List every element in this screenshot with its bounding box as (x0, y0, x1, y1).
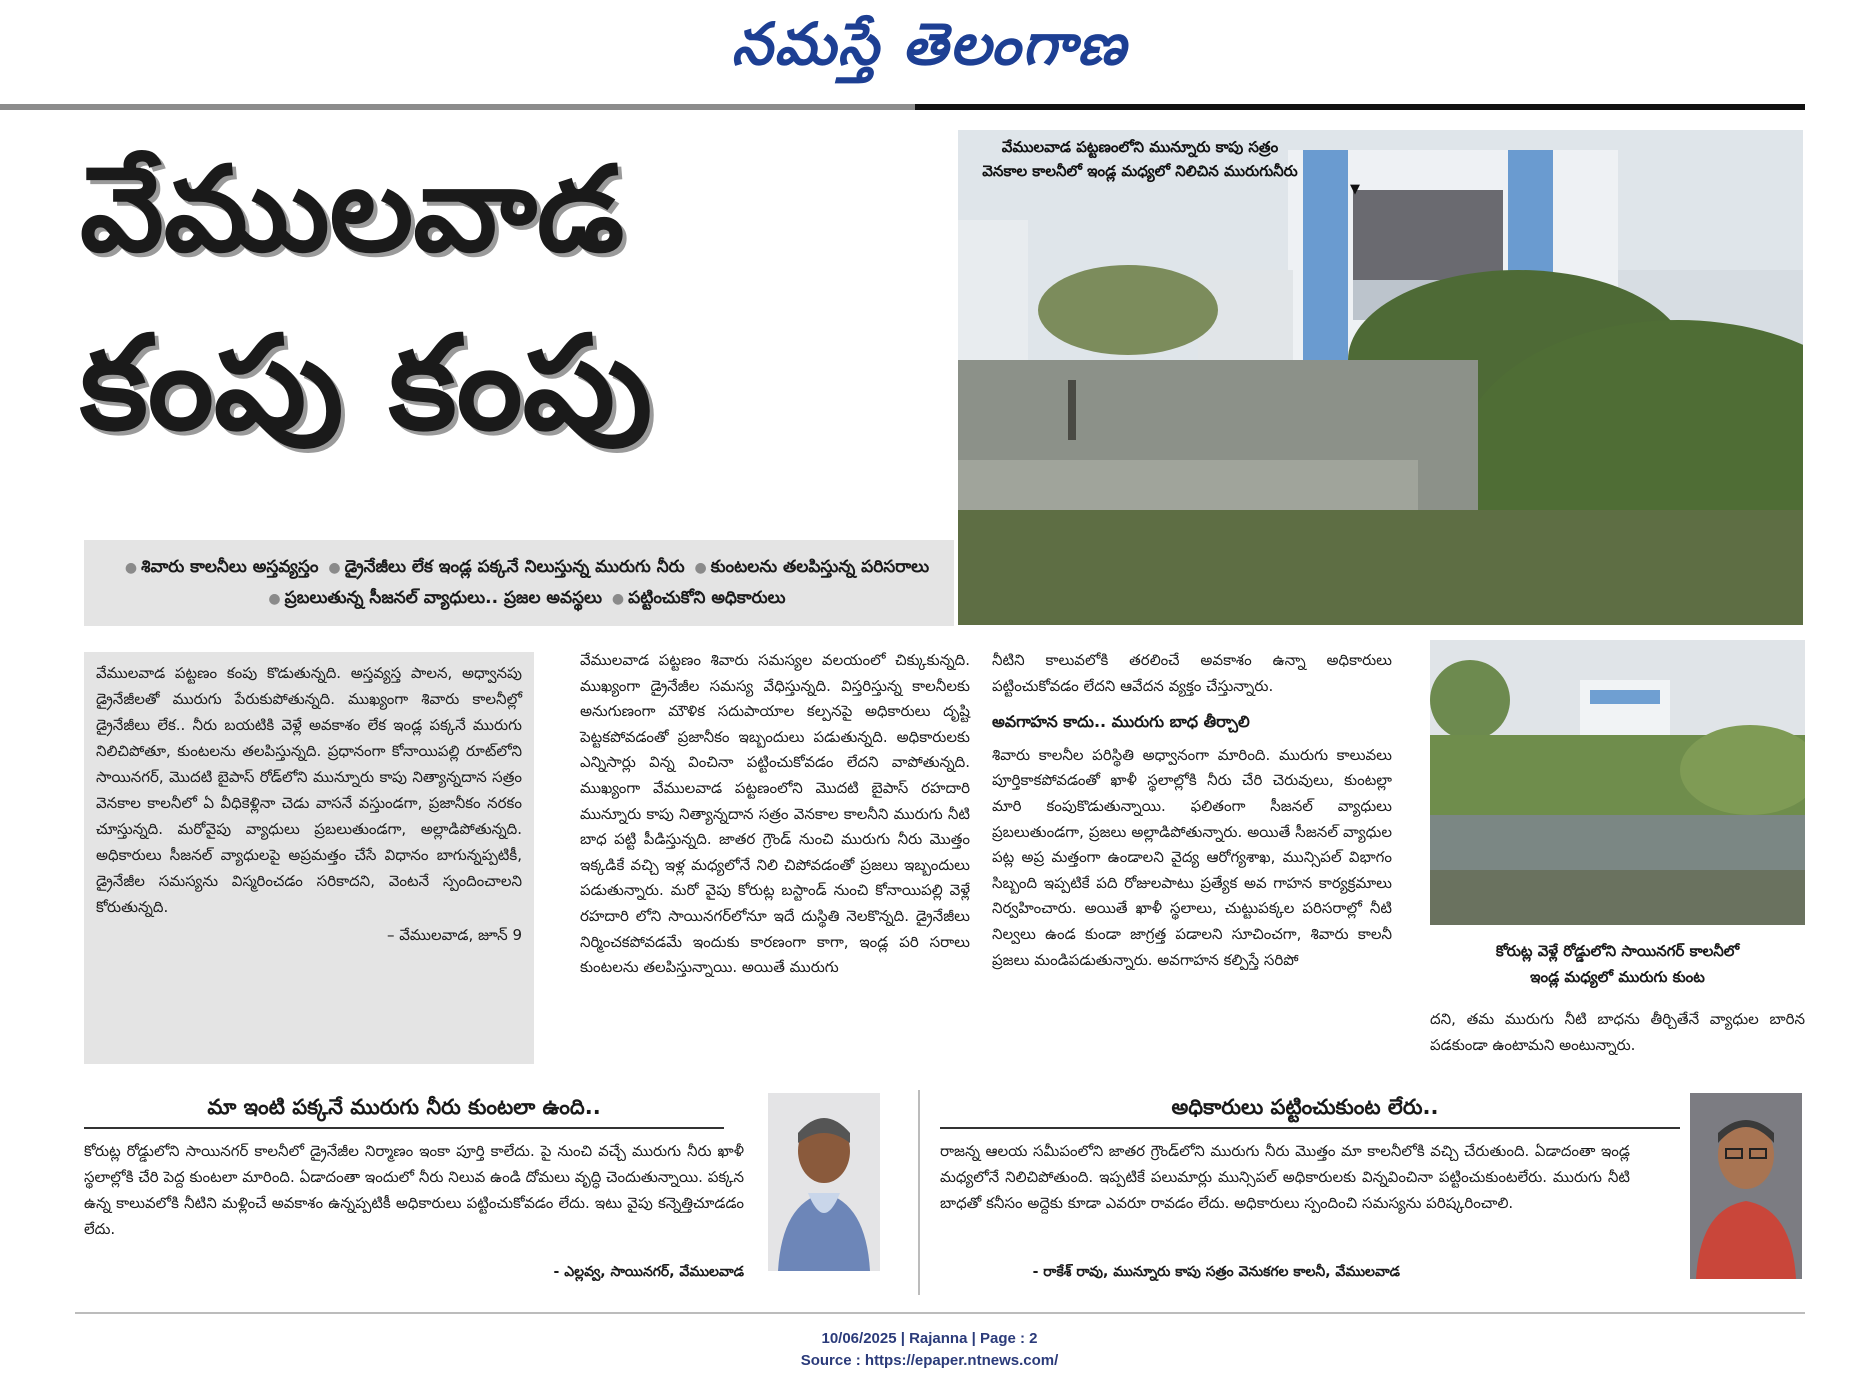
deck-item: డ్రైనేజీలు లేక ఇండ్ల పక్కనే నిలుస్తున్న మురుగు నీరు (344, 557, 685, 577)
bullet-icon: ● (328, 560, 341, 576)
portrait-ellavva (768, 1093, 880, 1271)
article-column-3 (992, 648, 1392, 973)
headline-line-2: కంపు కంపు (80, 307, 653, 459)
deck-item: పట్టించుకోని అధికారులు (628, 588, 786, 608)
photo1-caption (920, 135, 1360, 197)
portrait-illustration (768, 1093, 880, 1271)
photo1-caption-line-1: వేములవాడ పట్టణంలోని మున్నూరు కాపు సత్రం (1001, 138, 1279, 156)
lead-text: వేములవాడ పట్టణం కంపు కొడుతున్నది. అస్తవ్యస్త పాలన, అధ్వానపు డ్రైనేజీలతో మురుగు పేరుకుపోతున్నది. ముఖ్యంగా శివారు కాలనీల్లో డ్రైనేజీలు లేక.. నీరు బయటికి వెళ్లే అవకాశం లేక ఇండ్ల పక్కనే మురుగు నిలిచిపోతూ, కుంటలను తలపిస్తున్నది. ప్రధానంగా కోనాయిపల్లి రూట్‌లోని సాయినగర్, మొదటి బైపాస్ రోడ్‌లోని మున్నూరు కాపు నిత్యాన్నదాన సత్రం వెనకాల కాలనీలో ఏ వీధికెళ్లినా చెడు వాసనే వస్తుండగా, ప్రజానీకం నరకం చూస్తున్నది. మరోవైపు వ్యాధులు ప్రబలుతుండగా, అల్లాడిపోతున్నది. అధికారులు సీజనల్ వ్యాధులపై అప్రమత్తం చేసే విధానం బాగున్నప్పటికీ, డ్రైనేజీల సమస్యను విస్మరించడం సరికాదని, వెంటనే స్పందించాలని కోరుతున్నది. (96, 664, 522, 916)
article-column-4: దని, తమ మురుగు నీటి బాధను తీర్చితేనే వ్యాధుల బారిన పడకుండా ఉంటామని అంటున్నారు. (1430, 1010, 1805, 1054)
photo-illustration (958, 130, 1803, 625)
photo2-caption-line-1: కోరుట్ల వెళ్లే రోడ్డులోని సాయినగర్ కాలనీలో (1495, 942, 1740, 960)
box2-title-rule (940, 1127, 1680, 1129)
box1-title: మా ఇంటి పక్కనే మురుగు నీరు కుంటలా ఉంది.. (207, 1095, 601, 1119)
caret-down-icon: ▼ (1350, 182, 1360, 197)
lead-paragraph-box (84, 652, 534, 1064)
dateline: – వేములవాడ, జూన్ 9 (387, 926, 522, 944)
box1-attribution: - ఎల్లవ్వ, సాయినగర్, వేములవాడ (553, 1264, 744, 1280)
photo-sewage-pond-sainagar (1430, 640, 1805, 925)
bullet-icon: ● (268, 591, 281, 607)
article-column-2: వేములవాడ పట్టణం శివారు సమస్యల వలయంలో చిక్కుకున్నది. ముఖ్యంగా డ్రైనేజీల సమస్య వేధిస్తున్నది. విస్తరిస్తున్న కాలనీలకు అనుగుణంగా మౌళిక సదుపాయాల కల్పనపై అధికారులు దృష్టి పెట్టకపోవడంతో ప్రజానీకం ఇబ్బందులు పడుతున్నది. అధికారులకు ఎన్నిసార్లు విన్న వించినా పట్టించుకోవడం లేదని వాపోతున్నది. ముఖ్యంగా వేములవాడ పట్టణంలోని మొదటి బైపాస్ రహదారి మున్నూరు కాపు నిత్యాన్నదాన సత్రం వెనకాల కాలనీని మురుగు నీటి బాధ పట్టి పీడిస్తున్నది. జాతర గ్రౌండ్ నుంచి మురుగు నీరు మొత్తం ఇక్కడికే వచ్చి ఇళ్ల మధ్యలోనే నిలి చిపోవడంతో ప్రజలు ఇబ్బందులు పడుతున్నారు. మరో వైపు కోరుట్ల బస్టాండ్ నుంచి కోనాయిపల్లి వెళ్లే రహదారి లోని సాయినగర్‌లోనూ ఇదే దుస్థితి నెలకొన్నది. డ్రైనేజీలు నిర్మించకపోవడమే ఇందుకు కారణంగా కాగా, ఇండ్ల పరి సరాలు కుంటలను తలపిస్తున్నాయి. అయితే మురుగు (580, 651, 970, 977)
masthead-rule-black (915, 104, 1805, 110)
bullet-icon: ● (124, 560, 138, 576)
column3-intro: నీటిని కాలువలోకి తరలించే అవకాశం ఉన్నా అధికారులు పట్టించుకోవడం లేదని ఆవేదన వ్యక్తం చేస్తున్నారు. (992, 651, 1392, 695)
footer-date-page: 10/06/2025 | Rajanna | Page : 2 (821, 1330, 1038, 1347)
column3-text: శివారు కాలనీల పరిస్థితి అధ్వానంగా మారింది. మురుగు కాలువలు పూర్తికాకపోవడంతో ఖాళీ స్థలాల్లోకి నీరు చేరి చెరువులు, కుంటల్లా మారి కంపుకొడుతున్నాయి. ఫలితంగా సీజనల్ వ్యాధులు ప్రబలుతుండగా, ప్రజలు అల్లాడిపోతున్నారు. అయితే సీజనల్ వ్యాధుల పట్ల అప్ర మత్తంగా ఉండాలని వైద్య ఆరోగ్యశాఖ, మున్సిపల్ విభాగం సిబ్బంది ఇప్పటికే పది రోజులపాటు ప్రత్యేక అవ గాహన కార్యక్రమాలు నిర్వహించారు. అయితే ఖాళీ స్థలాలు, చుట్టుపక్కల పరిసరాల్లో నీటి నిల్వలు ఉండ కుండా జాగ్రత్త పడాలని సూచించగా, శివారు కాలనీ ప్రజలు మండిపడుతున్నారు. అవగాహన కల్పిస్తే సరిపో (992, 745, 1392, 969)
photo-stagnant-water-colony (958, 130, 1803, 625)
box-divider-vertical (918, 1090, 920, 1295)
photo2-caption (1430, 938, 1805, 990)
headline-line-1: వేములవాడ (80, 140, 625, 278)
bullet-icon: ● (694, 560, 707, 576)
box2-quote-text: రాజన్న ఆలయ సమీపంలోని జాతర గ్రౌండ్‌లోని మురుగు నీరు మొత్తం మా కాలనీలోకి వచ్చి చేరుతుంది. ఏడాదంతా ఇండ్ల మధ్యలోనే నిలిచిపోతుంది. ఇప్పటికే పలుమార్లు మున్సిపల్ అధికారులకు విన్నవించినా పట్టించుకుంటలేరు. మురుగు నీటి బాధతో కనీసం అద్దెకు కూడా ఎవరూ రావడం లేదు. అధికారులు స్పందించి సమస్యను పరిష్కరించాలి. (940, 1142, 1630, 1212)
photo1-caption-line-2: వెనకాల కాలనీలో ఇండ్ల మధ్యలో నిలిచిన మురుగునీరు (982, 162, 1298, 180)
deck-item: శివారు కాలనీలు అస్తవ్యస్తం (141, 557, 319, 577)
box2-title: అధికారులు పట్టించుకుంట లేరు.. (1171, 1095, 1439, 1119)
newspaper-masthead: నమస్తే తెలంగాణ (731, 10, 1128, 78)
box2-attribution: - రాకేశ్ రావు, మున్నూరు కాపు సత్రం వెనుకగల కాలనీ, వేములవాడ (1032, 1264, 1400, 1280)
footer-source: Source : https://epaper.ntnews.com/ (800, 1352, 1059, 1369)
portrait-rakesh-rao (1690, 1093, 1802, 1279)
subheading: అవగాహన కాదు.. మురుగు బాధ తీర్చాలి (992, 712, 1250, 732)
box1-title-rule (84, 1127, 724, 1129)
photo2-caption-line-2: ఇండ్ల మధ్యలో మురుగు కుంట (1530, 968, 1705, 986)
deck-summary (84, 540, 954, 626)
bullet-icon: ● (611, 591, 625, 607)
portrait-illustration (1690, 1093, 1802, 1279)
deck-item: కుంటలను తలపిస్తున్న పరిసరాలు (710, 557, 930, 577)
footer-divider (75, 1312, 1805, 1314)
box1-quote-text: కోరుట్ల రోడ్డులోని సాయినగర్ కాలనీలో డ్రైనేజీల నిర్మాణం ఇంకా పూర్తి కాలేదు. పై నుంచి వచ్చే మురుగు నీరు ఖాళీ స్థలాల్లోకి చేరి పెద్ద కుంటలా మారింది. ఏడాదంతా ఇందులో నీరు నిలువ ఉండి దోమలు వృద్ధి చెందుతున్నాయి. పక్కన ఉన్న కాలువలోకి నీటిని మళ్లించే అవకాశం ఉన్నప్పటికీ అధికారులు పట్టించుకోవడం లేదు. ఇటు వైపు కన్నెత్తిచూడడం లేదు. (84, 1142, 744, 1238)
masthead-rule-gray (0, 104, 915, 110)
deck-item: ప్రబలుతున్న సీజనల్ వ్యాధులు.. ప్రజల అవస్థలు (284, 588, 602, 608)
photo-illustration (1430, 640, 1805, 925)
